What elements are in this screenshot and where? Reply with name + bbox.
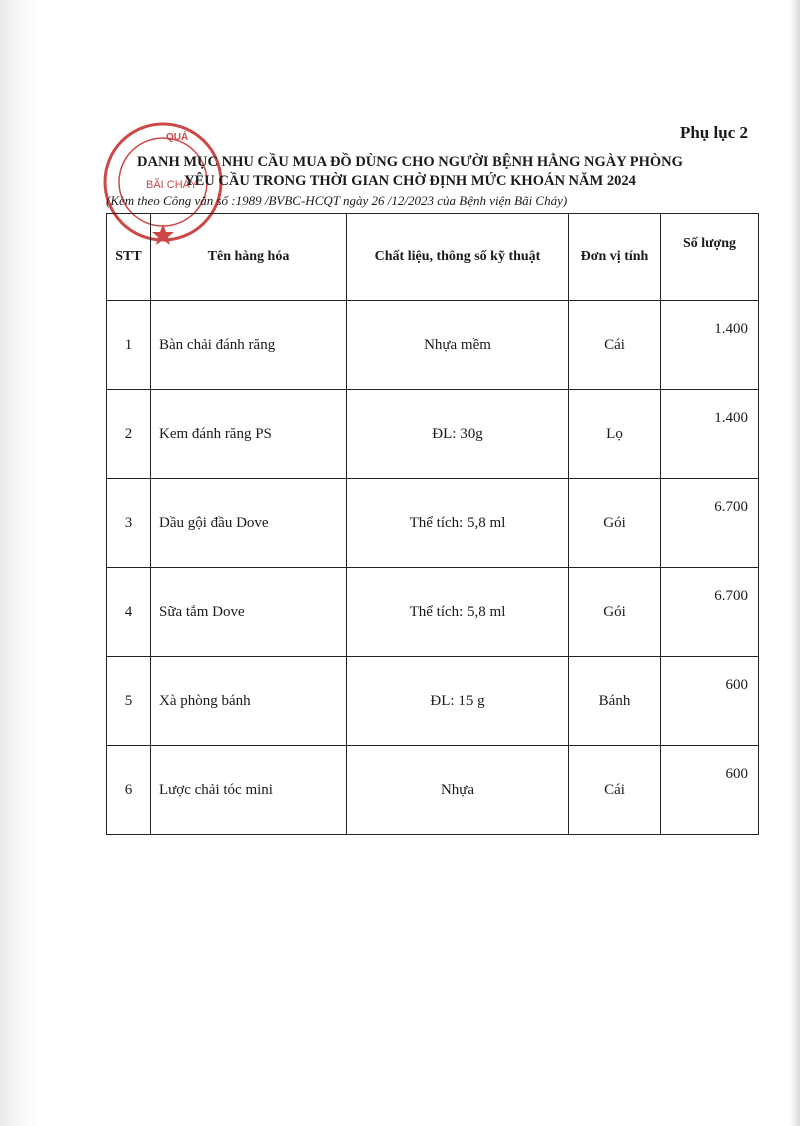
seal-text-mid: BÃI CHÁY	[146, 179, 198, 191]
cell-spec: Nhựa	[347, 746, 569, 835]
cell-stt: 1	[107, 301, 151, 390]
cell-stt: 5	[107, 657, 151, 746]
reference-subtitle: (Kèm theo Công văn số :1989 /BVBC-HCQT ngày 26 /12/2023 của Bệnh viện Bãi Cháy)	[106, 193, 568, 208]
cell-spec: ĐL: 15 g	[347, 657, 569, 746]
cell-spec: Thể tích: 5,8 ml	[347, 568, 569, 657]
table-row	[107, 657, 759, 746]
header-qty: Số lượng	[661, 214, 759, 301]
cell-name: Dầu gội đầu Dove	[151, 479, 347, 568]
cell-name: Bàn chải đánh răng	[151, 301, 347, 390]
cell-qty: 600	[661, 746, 759, 835]
cell-qty: 6.700	[661, 479, 759, 568]
cell-qty: 1.400	[661, 301, 759, 390]
cell-name: Sữa tắm Dove	[151, 568, 347, 657]
cell-unit: Gói	[569, 479, 661, 568]
cell-unit: Cái	[569, 301, 661, 390]
scan-shadow-right	[790, 0, 800, 1126]
table-row	[107, 746, 759, 835]
cell-name: Lược chải tóc mini	[151, 746, 347, 835]
header-spec: Chất liệu, thông số kỹ thuật	[347, 214, 569, 301]
cell-stt: 6	[107, 746, 151, 835]
cell-name: Xà phòng bánh	[151, 657, 347, 746]
scan-shadow-left	[0, 0, 38, 1126]
cell-stt: 3	[107, 479, 151, 568]
cell-name: Kem đánh răng PS	[151, 390, 347, 479]
cell-unit: Cái	[569, 746, 661, 835]
cell-unit: Bánh	[569, 657, 661, 746]
table-row	[107, 479, 759, 568]
seal-text-top: QUẢ	[166, 132, 189, 143]
cell-unit: Lọ	[569, 390, 661, 479]
cell-qty: 1.400	[661, 390, 759, 479]
table-row	[107, 301, 759, 390]
cell-stt: 4	[107, 568, 151, 657]
cell-stt: 2	[107, 390, 151, 479]
cell-spec: Nhựa mềm	[347, 301, 569, 390]
cell-qty: 600	[661, 657, 759, 746]
appendix-label: Phụ lục 2	[679, 123, 748, 142]
cell-qty: 6.700	[661, 568, 759, 657]
header-unit: Đơn vị tính	[569, 214, 661, 301]
cell-unit: Gói	[569, 568, 661, 657]
header-name: Tên hàng hóa	[151, 214, 347, 301]
document-title	[100, 153, 720, 191]
table-header-row	[107, 214, 759, 301]
cell-spec: Thể tích: 5,8 ml	[347, 479, 569, 568]
cell-spec: ĐL: 30g	[347, 390, 569, 479]
title-line-1: DANH MỤC NHU CẦU MUA ĐỒ DÙNG CHO NGƯỜI BỆNH HẰNG NGÀY PHÒNG	[137, 154, 683, 170]
table-row	[107, 390, 759, 479]
table-row	[107, 568, 759, 657]
header-stt: STT	[107, 214, 151, 301]
title-line-2: YÊU CẦU TRONG THỜI GIAN CHỜ ĐỊNH MỨC KHOÁN NĂM 2024	[184, 173, 636, 189]
goods-table	[106, 213, 759, 835]
